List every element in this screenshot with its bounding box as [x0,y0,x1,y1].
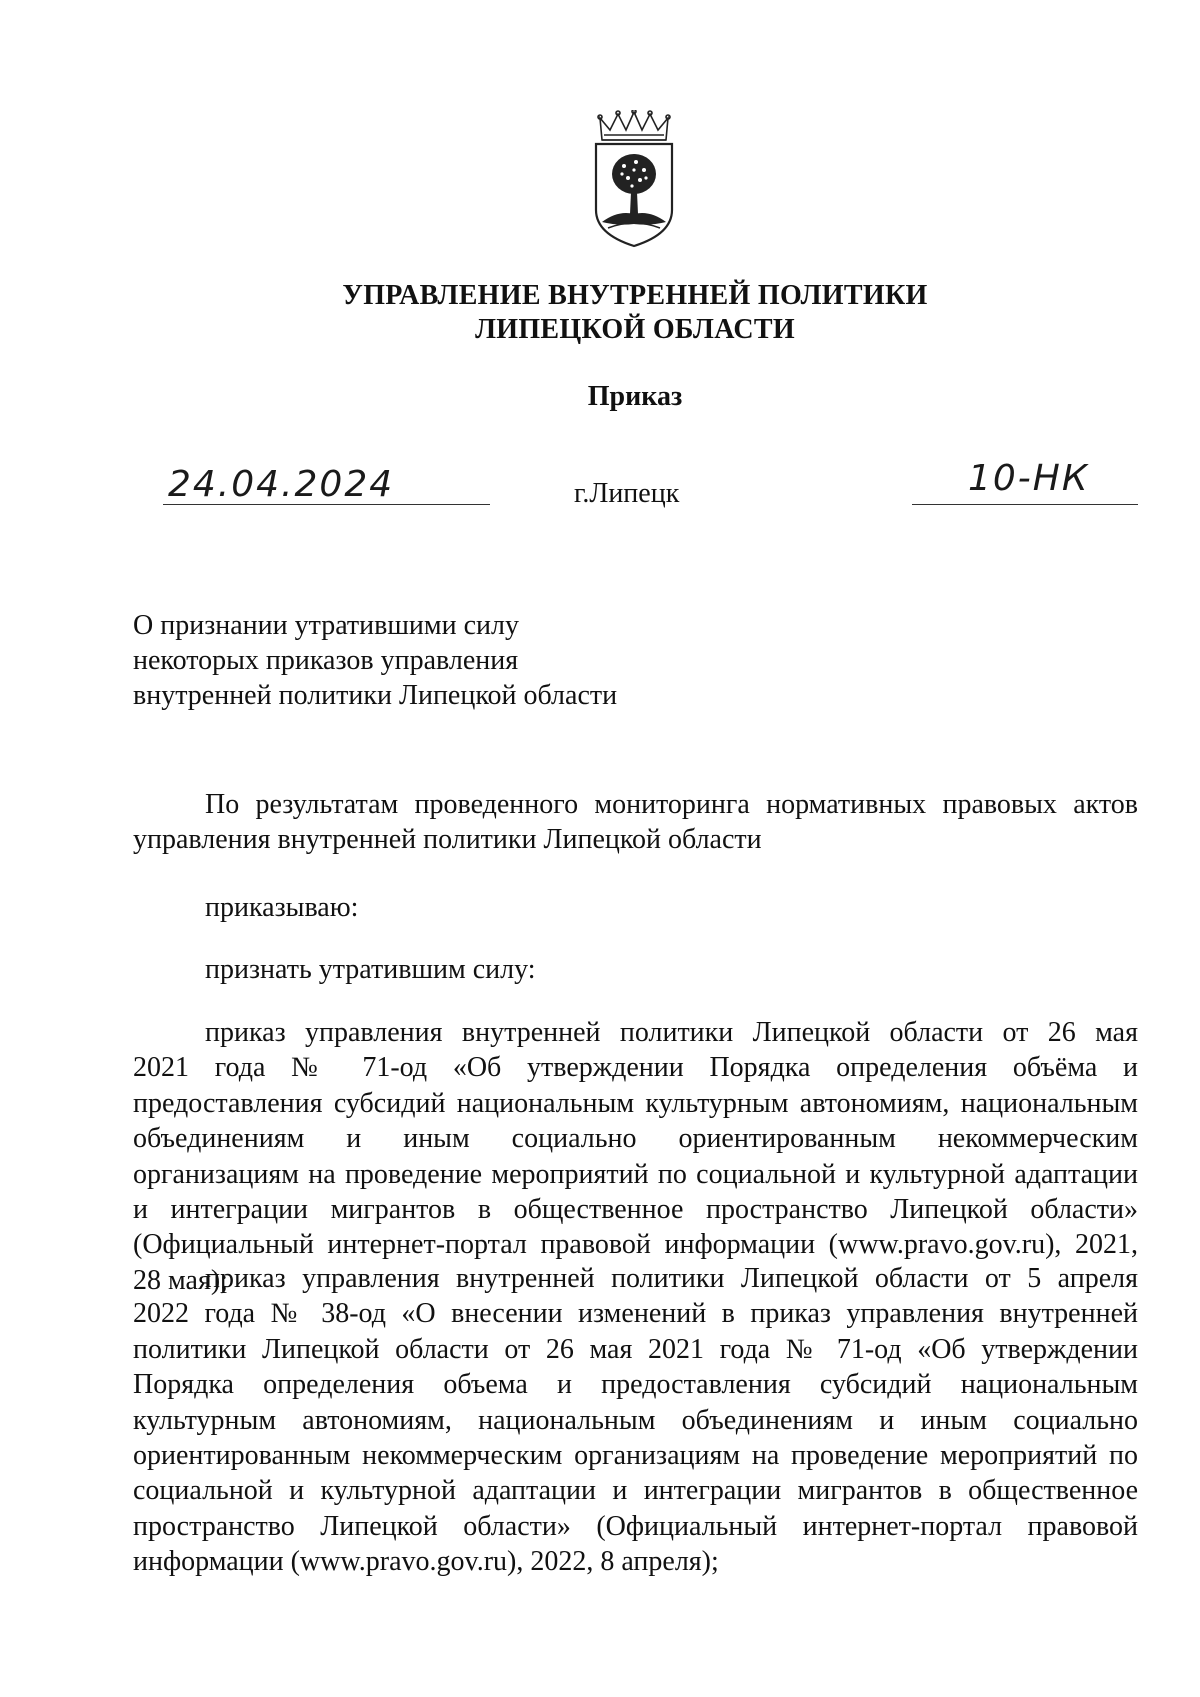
number-underline [912,504,1138,505]
text-line: По результатам проведенного мониторинга нормативных правовых актов [205,789,1138,820]
text-line: приказ управления внутренней политики Липецкой области от 26 мая [205,1017,1138,1048]
text-line: (Официальный интернет-портал правовой информации (www.pravo.gov.ru), 2021, [133,1229,1138,1261]
text-line: предоставления субсидий национальным культурным автономиям, национальным [133,1087,1138,1119]
text-line: приказ управления внутренней политики Липецкой области от 5 апреля [205,1263,1138,1294]
coat-of-arms-icon [588,110,680,250]
repealed-order-item-1 [133,1015,1138,1298]
text-line: приказываю: [205,892,359,923]
subject-line: некоторых приказов управления [133,645,519,676]
handwritten-order-number: 10-НК [968,458,1090,499]
city-label: г.Липецк [574,478,680,509]
order-word [205,890,358,925]
text-line: 28 мая); [133,1264,228,1296]
text-line: культурным автономиям, национальным объединениям и иным социально [133,1404,1138,1436]
text-line: социальной и культурной адаптации и интеграции мигрантов в общественное [133,1475,1138,1507]
date-underline [163,504,490,505]
document-subject [133,608,617,713]
organization-name-line2: ЛИПЕЦКОЙ ОБЛАСТИ [475,314,795,345]
organization-name-line1: УПРАВЛЕНИЕ ВНУТРЕННЕЙ ПОЛИТИКИ [342,280,928,311]
text-line: информации (www.pravo.gov.ru), 2022, 8 апреля); [133,1546,719,1578]
handwritten-date: 24.04.2024 [168,464,395,505]
text-line: организациям на проведение мероприятий по социальной и культурной адаптации [133,1158,1138,1190]
text-line: ориентированным некоммерческим организациям на проведение мероприятий по [133,1440,1138,1472]
text-line: Порядка определения объема и предоставления субсидий национальным [133,1369,1138,1401]
text-line: признать утратившим силу: [205,954,536,985]
text-line: и интеграции мигрантов в общественное пространство Липецкой области» [133,1194,1138,1226]
subject-line: О признании утратившими силу [133,610,519,641]
text-line: 2021 года № 71-од «Об утверждении Порядка определения объёма и [133,1052,1138,1084]
text-line: политики Липецкой области от 26 мая 2021 года № 71-од «Об утверждении [133,1333,1138,1365]
recognize-statement [205,952,536,987]
text-line: пространство Липецкой области» (Официальный интернет-портал правовой [133,1510,1138,1542]
intro-paragraph [133,787,1138,858]
text-line: 2022 года № 38-од «О внесении изменений в приказ управления внутренней [133,1298,1138,1330]
text-line: объединениям и иным социально ориентированным некоммерческим [133,1123,1138,1155]
text-line: управления внутренней политики Липецкой области [133,824,762,856]
subject-line: внутренней политики Липецкой области [133,680,618,711]
repealed-order-item-2 [133,1261,1138,1580]
document-type: Приказ [587,381,683,412]
